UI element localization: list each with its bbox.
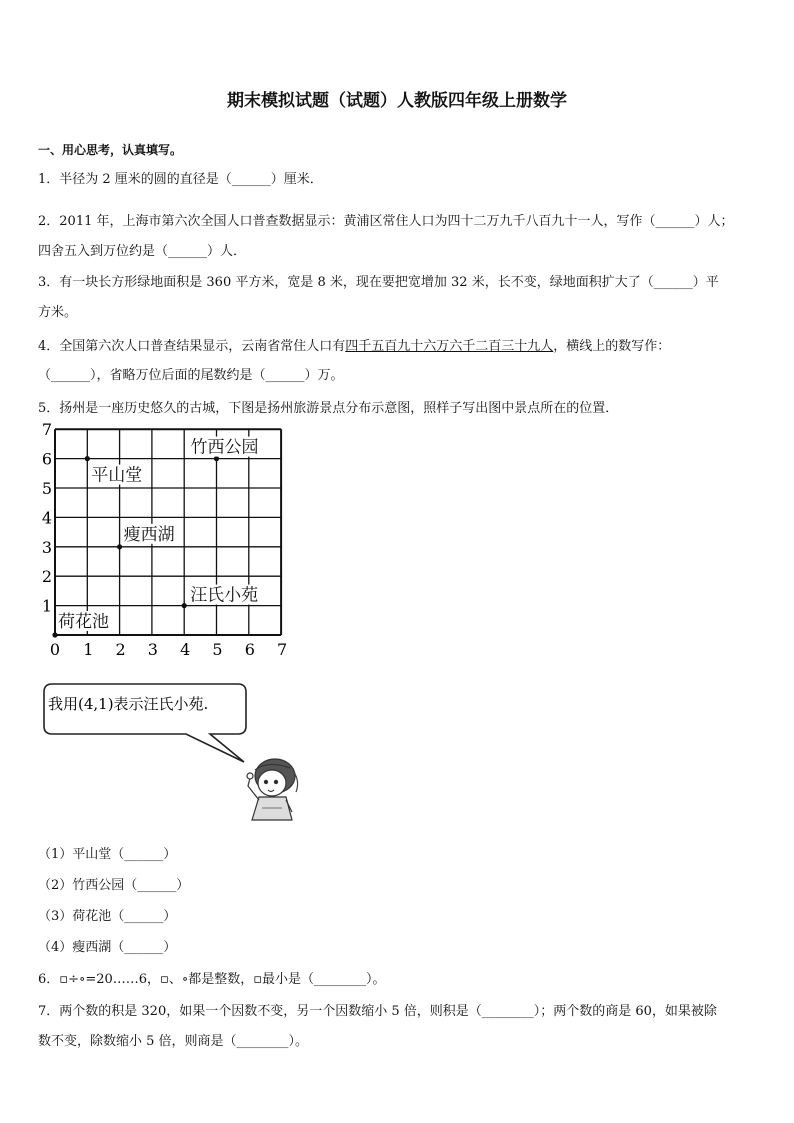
y-tick-label: 7: [41, 420, 53, 440]
place-label: 瘦西湖: [123, 524, 175, 545]
question-4-line-2: （______），省略万位后面的尾数约是（______）万。: [38, 368, 344, 383]
place-label: 竹西公园: [190, 437, 259, 458]
place-label: 平山堂: [91, 465, 143, 486]
girl-illustration: [247, 759, 298, 820]
sub-question-2: （2）竹西公园（______）: [38, 878, 190, 893]
question-6: 6．▫÷∘=20……6，▫、∘都是整数，▫最小是（________）。: [38, 972, 386, 987]
question-7-line-1: 7．两个数的积是 320，如果一个因数不变，另一个因数缩小 5 倍，则积是（________）；两个数的商是 60，如果被除: [38, 1004, 717, 1019]
x-tick-label: 1: [83, 640, 94, 659]
x-tick-label: 3: [147, 640, 158, 659]
question-7-line-2: 数不变，除数缩小 5 倍，则商是（________）。: [38, 1034, 309, 1049]
x-tick-label: 0: [49, 640, 61, 659]
sub-question-1: （1）平山堂（______）: [38, 847, 177, 862]
x-tick-label: 5: [212, 640, 223, 659]
question-2-line-2: 四舍五入到万位约是（______）人．: [38, 244, 247, 259]
x-tick-label: 2: [115, 640, 126, 659]
y-tick-label: 6: [41, 449, 53, 469]
place-point: [52, 632, 57, 637]
question-1: 1．半径为 2 厘米的圆的直径是（______）厘米．: [38, 172, 323, 187]
place-label: 荷花池: [58, 612, 109, 632]
place-point: [117, 544, 122, 549]
question-2-line-1: 2．2011 年，上海市第六次全国人口普查数据显示：黄浦区常住人口为四十二万九千八百九十一人，写作（______）人；: [38, 214, 734, 229]
sub-question-3: （3）荷花池（______）: [38, 909, 177, 924]
question-3-line-1: 3．有一块长方形绿地面积是 360 平方米，宽是 8 米，现在要把宽增加 32 米，长不变，绿地面积扩大了（______）平: [38, 275, 719, 290]
sub-question-4: （4）瘦西湖（______）: [38, 940, 177, 955]
x-tick-label: 7: [277, 640, 288, 659]
x-tick-label: 4: [180, 640, 191, 659]
page-title: 期末模拟试题（试题）人教版四年级上册数学: [227, 91, 567, 111]
question-4-prefix: 4．全国第六次人口普查结果显示，云南省常住人口有: [38, 339, 346, 354]
place-label: 汪氏小苑: [190, 585, 259, 606]
x-tick-label: 6: [244, 640, 255, 659]
y-tick-label: 1: [41, 596, 53, 616]
grid-places: [52, 437, 260, 638]
section-heading: 一、用心思考，认真填写。: [38, 143, 183, 157]
place-point: [85, 456, 90, 461]
y-tick-label: 3: [41, 537, 53, 557]
y-tick-label: 5: [41, 479, 53, 498]
question-4-underlined-number: 四千五百九十六万六千二百三十九人: [345, 339, 554, 354]
question-4-suffix: ，横线上的数写作：: [553, 339, 671, 354]
y-tick-label: 2: [41, 567, 53, 587]
question-3-line-2: 方米。: [38, 305, 78, 320]
speech-bubble-text: 我用(4,1)表示汪氏小苑.: [48, 695, 209, 713]
question-5: 5．扬州是一座历史悠久的古城，下图是扬州旅游景点分布示意图，照样子写出图中景点所在的位置．: [38, 401, 619, 416]
place-point: [182, 603, 187, 608]
y-tick-label: 4: [41, 508, 53, 528]
